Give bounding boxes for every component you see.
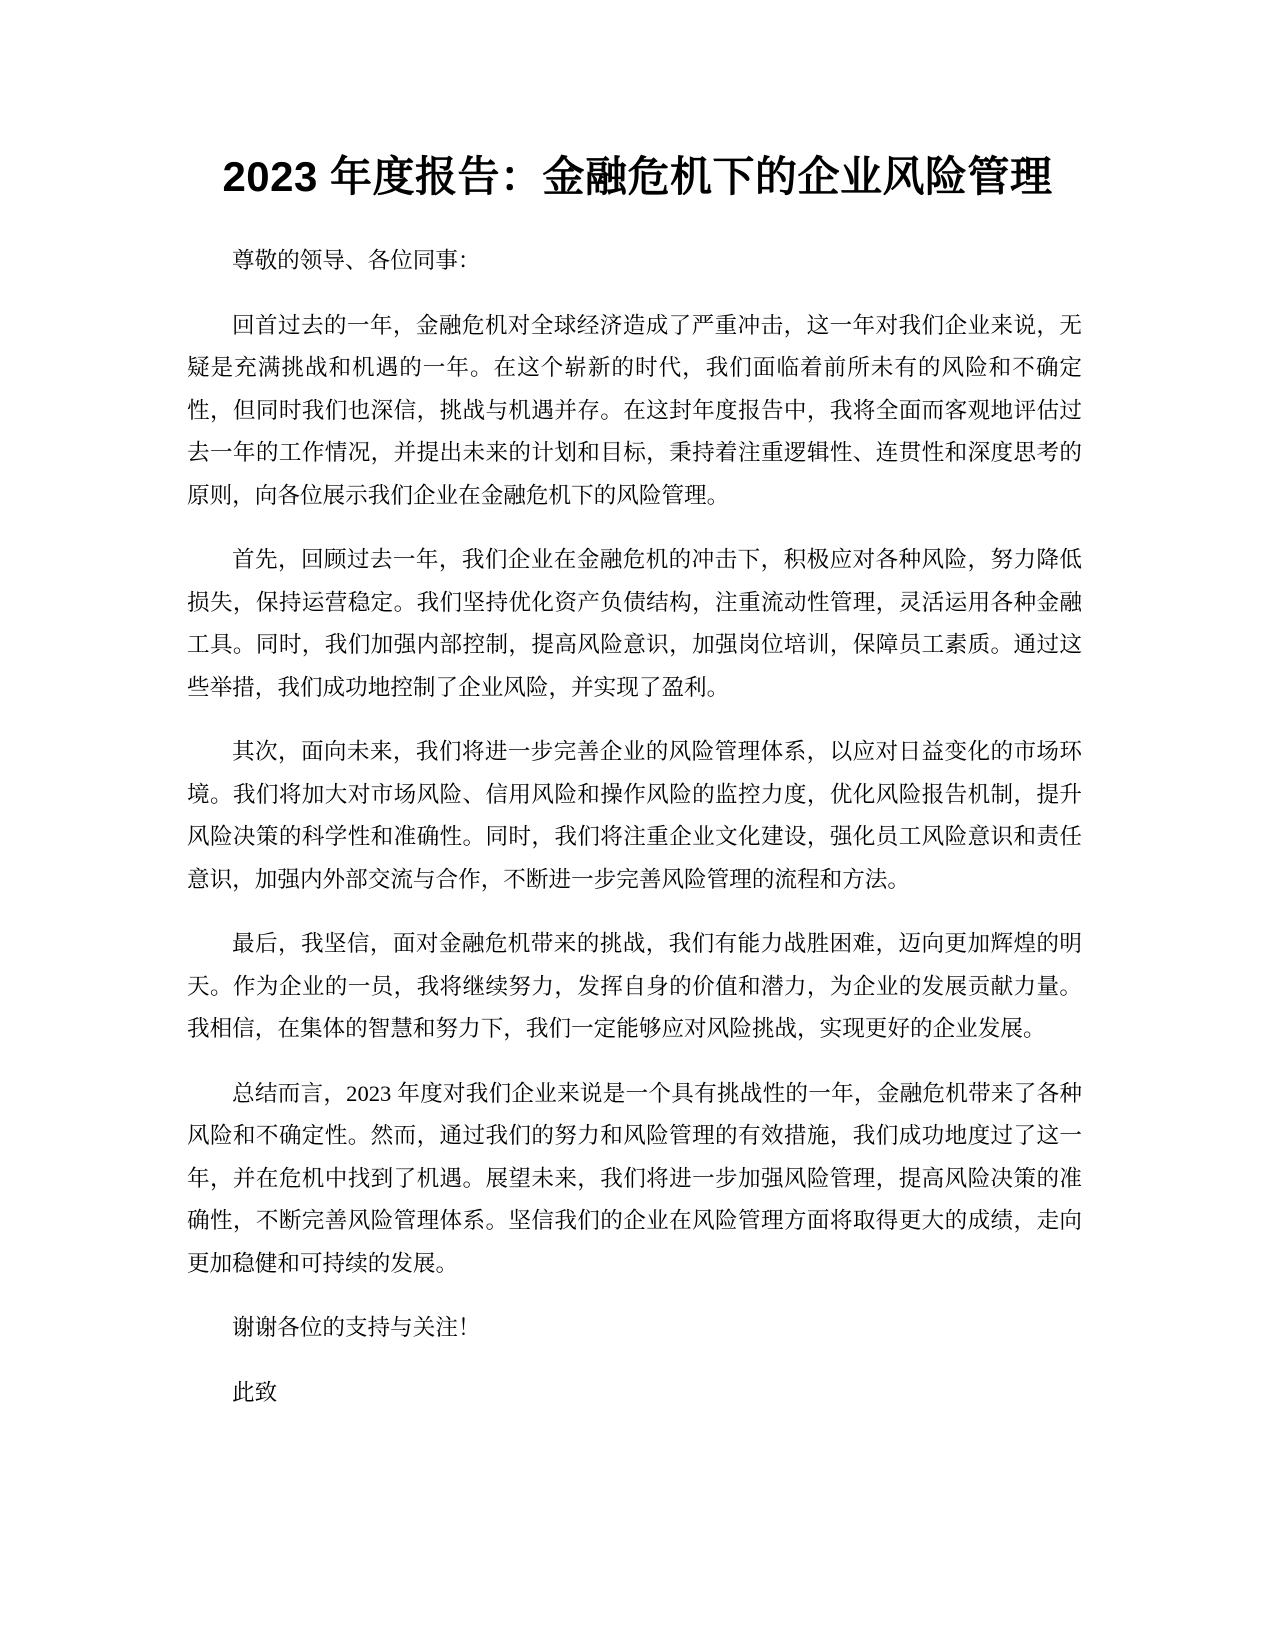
document-title: 2023 年度报告：金融危机下的企业风险管理	[222, 153, 1053, 200]
paragraph-review-intro: 回首过去的一年，金融危机对全球经济造成了严重冲击，这一年对我们企业来说，无疑是充满挑战和机遇的一年。在这个崭新的时代，我们面临着前所未有的风险和不确定性，但同时我们也深信，挑战与机遇并存。在这封年度报告中，我将全面而客观地评估过去一年的工作情况，并提出未来的计划和目标，秉持着注重逻辑性、连贯性和深度思考的原则，向各位展示我们企业在金融危机下的风险管理。	[187, 312, 1082, 508]
paragraph-summary: 总结而言，2023 年度对我们企业来说是一个具有挑战性的一年，金融危机带来了各种风险和不确定性。然而，通过我们的努力和风险管理的有效措施，我们成功地度过了这一年，并在危机中找到了机遇。展望未来，我们将进一步加强风险管理，提高风险决策的准确性，不断完善风险管理体系。坚信我们的企业在风险管理方面将取得更大的成绩，走向更加稳健和可持续的发展。	[187, 1080, 1082, 1276]
closing: 此致	[232, 1379, 278, 1405]
document-body	[187, 240, 1082, 1436]
salutation: 尊敬的领导、各位同事：	[232, 248, 481, 273]
paragraph-conviction: 最后，我坚信，面对金融危机带来的挑战，我们有能力战胜困难，迈向更加辉煌的明天。作为企业的一员，我将继续努力，发挥自身的价值和潜力，为企业的发展贡献力量。我相信，在集体的智慧和努力下，我们一定能够应对风险挑战，实现更好的企业发展。	[187, 931, 1082, 1041]
paragraph-past-year: 首先，回顾过去一年，我们企业在金融危机的冲击下，积极应对各种风险，努力降低损失，保持运营稳定。我们坚持优化资产负债结构，注重流动性管理，灵活运用各种金融工具。同时，我们加强内部控制，提高风险意识，加强岗位培训，保障员工素质。通过这些举措，我们成功地控制了企业风险，并实现了盈利。	[187, 547, 1082, 700]
paragraph-future-plan: 其次，面向未来，我们将进一步完善企业的风险管理体系，以应对日益变化的市场环境。我们将加大对市场风险、信用风险和操作风险的监控力度，优化风险报告机制，提升风险决策的科学性和准确性。同时，我们将注重企业文化建设，强化员工风险意识和责任意识，加强内外部交流与合作，不断进一步完善风险管理的流程和方法。	[187, 739, 1082, 892]
paragraph-thanks: 谢谢各位的支持与关注！	[232, 1315, 481, 1340]
